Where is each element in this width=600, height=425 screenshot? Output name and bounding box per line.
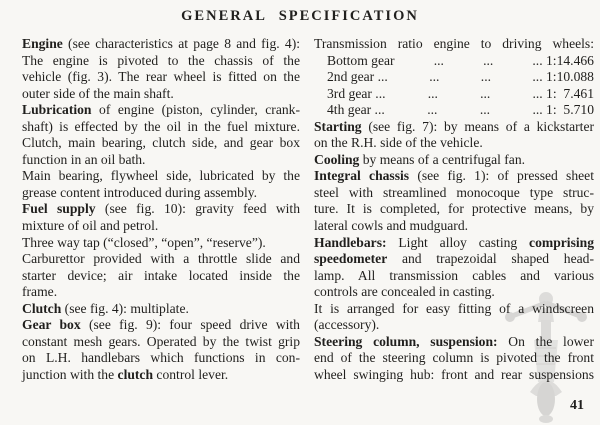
page-number: 41 <box>570 398 584 413</box>
gear-value: ... 1: 5.710 <box>532 102 594 118</box>
gear-value: ... 1:14.466 <box>532 52 594 68</box>
bold-term: speedometer <box>314 251 388 267</box>
text-line <box>314 235 594 252</box>
text-line <box>314 152 594 169</box>
text-run: and trapezoidal shaped head- <box>387 251 594 267</box>
text-run: Carburettor provided with a throttle slide and <box>22 251 300 267</box>
text-run: (see fig. 9): four speed drive with <box>80 317 300 333</box>
text-line <box>22 69 300 86</box>
text-run: on L.H. handlebars which functions in con- <box>22 350 300 366</box>
text-run: outer side of the main shaft. <box>22 85 174 101</box>
text-line <box>22 86 300 103</box>
text-line <box>22 350 300 367</box>
dot-leader: ... <box>427 102 438 118</box>
text-line <box>22 185 300 202</box>
text-line <box>314 185 594 202</box>
text-line <box>22 135 300 152</box>
text-run: (accessory). <box>314 317 380 333</box>
dot-leader: ... <box>479 102 491 118</box>
gear-ratio-row <box>314 102 594 119</box>
text-line <box>314 301 594 318</box>
text-run: of engine (piston, cylinder, crank- <box>91 102 300 118</box>
bold-term: comprising <box>529 234 594 250</box>
bold-term: Cooling <box>314 151 360 167</box>
text-run: (see fig. 10): gravity feed with <box>95 201 301 217</box>
dot-leader: ... <box>480 85 491 101</box>
text-run: junction with the <box>22 366 118 382</box>
page-title: GENERAL SPECIFICATION <box>181 8 419 24</box>
gear-value: ... 1:10.088 <box>532 69 594 85</box>
bold-term: Integral chassis <box>314 168 410 184</box>
text-line <box>22 119 300 136</box>
gear-ratio-row <box>314 69 594 86</box>
text-run: constant mesh gears. Operated by the twist grip <box>22 333 300 349</box>
dot-leader: ... <box>483 52 494 68</box>
text-run: on the R.H. side of the vehicle. <box>314 135 483 151</box>
bold-term: Handlebars: <box>314 234 387 250</box>
bold-term: Engine <box>22 36 63 51</box>
text-run: (see fig. 4): multiplate. <box>61 300 189 316</box>
text-line <box>22 317 300 334</box>
text-line <box>22 235 300 252</box>
text-line <box>314 36 594 53</box>
text-run: (see fig. 7): by means of a kickstarter <box>361 118 594 134</box>
text-columns <box>22 36 594 383</box>
dot-leader: ... <box>433 52 444 68</box>
text-line <box>314 284 594 301</box>
bold-term: clutch <box>117 366 154 382</box>
text-run: grease content introduced during assembly. <box>22 184 258 200</box>
text-run: frame. <box>22 284 58 300</box>
text-run: mixture of oil and petrol. <box>22 218 159 234</box>
text-run: It is arranged for easy fitting of a windscreen <box>314 300 594 316</box>
text-line <box>22 102 300 119</box>
gear-value: ... 1: 7.461 <box>532 85 594 101</box>
bold-term: Clutch <box>22 300 62 316</box>
text-run: function in an oil bath. <box>22 151 146 167</box>
bold-term: Starting <box>314 118 362 134</box>
text-run: control lever. <box>153 366 229 382</box>
text-line <box>314 135 594 152</box>
bold-term: Lubrication <box>22 102 92 118</box>
text-line <box>22 218 300 235</box>
text-line <box>314 201 594 218</box>
text-run: starter device; air intake located inside the <box>22 267 300 283</box>
text-line <box>314 367 594 384</box>
text-line <box>314 218 594 235</box>
text-line <box>22 53 300 70</box>
left-column <box>22 36 300 383</box>
text-run: lateral cowls and mudguard. <box>314 218 469 234</box>
dot-leader: ... <box>429 69 440 85</box>
right-column <box>314 36 594 383</box>
gear-ratio-row <box>314 86 594 103</box>
bold-term: Steering column, suspension: <box>314 333 498 349</box>
text-run: Transmission ratio engine to driving wheels: <box>314 36 594 51</box>
text-line <box>314 334 594 351</box>
text-line <box>314 317 594 334</box>
gear-label: 4th gear ... <box>327 102 385 118</box>
gear-label: Bottom gear <box>327 52 395 68</box>
text-run: Main bearing, flywheel side, lubricated by the <box>22 168 300 184</box>
text-run: by means of a centrifugal fan. <box>359 151 526 167</box>
gear-label: 2nd gear ... <box>327 69 388 85</box>
bold-term: Fuel supply <box>22 201 96 217</box>
dot-leader: ... <box>427 85 438 101</box>
text-line <box>22 168 300 185</box>
text-line <box>314 119 594 136</box>
dot-leader: ... <box>480 69 491 85</box>
text-run: On the lower <box>497 333 594 349</box>
text-run: Three way tap (“closed”, “open”, “reserve”). <box>22 234 266 250</box>
text-run: end of the steering column is pivoted the front <box>314 350 594 366</box>
text-run: wheel swinging hub: front and rear suspensions <box>314 366 594 382</box>
text-run: Light alloy casting <box>386 234 530 250</box>
text-line <box>22 268 300 285</box>
text-line <box>22 251 300 268</box>
text-run: steel with streamlined monocoque type struc- <box>314 184 594 200</box>
text-line <box>22 152 300 169</box>
text-run: (see characteristics at page 8 and fig. 4): <box>62 36 300 51</box>
text-run: The engine is pivoted to the chassis of the <box>22 52 300 68</box>
gear-ratio-row <box>314 53 594 70</box>
text-line <box>22 334 300 351</box>
text-line <box>314 350 594 367</box>
text-line <box>314 251 594 268</box>
text-run: shaft) is effected by the oil in the fuel mixture. <box>22 118 300 134</box>
text-line <box>22 201 300 218</box>
text-line <box>22 367 300 384</box>
text-line <box>22 284 300 301</box>
text-line <box>22 36 300 53</box>
gear-label: 3rd gear ... <box>327 85 386 101</box>
text-run: ture. It is completed, for protective means, by <box>314 201 594 217</box>
text-run: controls are concealed in casting. <box>314 284 495 300</box>
text-line <box>22 301 300 318</box>
text-line <box>314 168 594 185</box>
text-run: lamp. All transmission cables and various <box>314 267 594 283</box>
text-run: Clutch, main bearing, clutch side, and gear box <box>22 135 300 151</box>
text-run: (see fig. 1): of pressed sheet <box>409 168 594 184</box>
text-line <box>314 268 594 285</box>
text-run: vehicle (fig. 3). The rear wheel is fitted on the <box>22 69 300 85</box>
bold-term: Gear box <box>22 317 81 333</box>
